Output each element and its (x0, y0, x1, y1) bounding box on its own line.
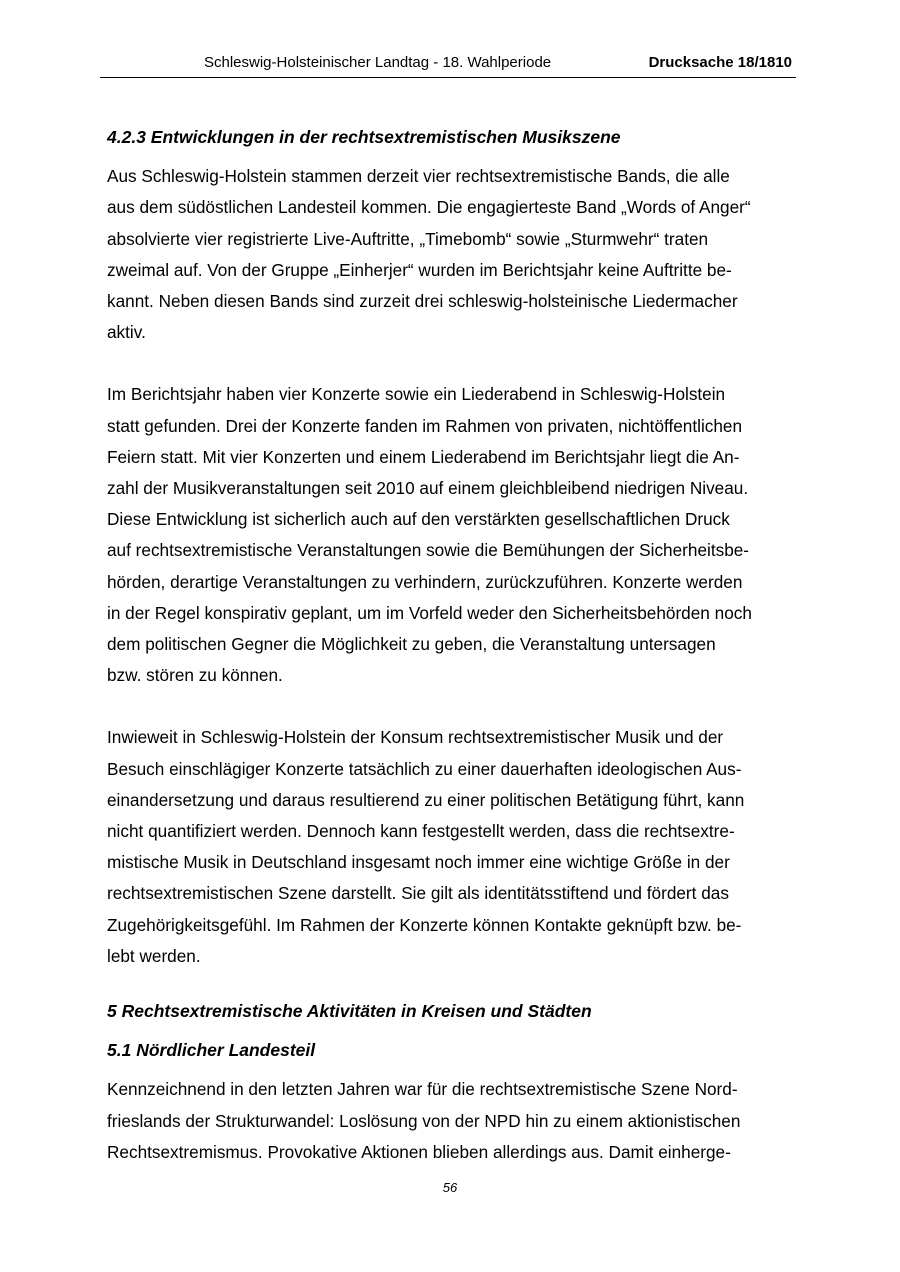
paragraph-2: Im Berichtsjahr haben vier Konzerte sowie ein Liederabend in Schleswig-Holstein statt gefunden. Drei der Konzerte fanden im Rahmen von privaten, nichtöffentlichen Feiern statt. Mit vier Konzerten und einem Liederabend im Berichtsjahr liegt die An- zahl der Musikveranstaltungen seit 2010 auf einem gleichbleibend niedrigen Niveau. Diese Entwicklung ist sicherlich auch auf den verstärkten gesellschaftlichen Druck auf rechtsextremistische Veranstaltungen sowie die Bemühungen der Sicherheitsbe- hörden, derartige Veranstaltungen zu verhindern, zurückzuführen. Konzerte werden in der Regel konspirativ geplant, um im Vorfeld weder den Sicherheitsbehörden noch dem politischen Gegner die Möglichkeit zu geben, die Veranstaltung untersagen bzw. stören zu können. (107, 384, 752, 686)
paragraph-gap (107, 691, 797, 722)
page-content (107, 122, 797, 1168)
section-heading-5: 5 Rechtsextremistische Aktivitäten in Kreisen und Städten (107, 1001, 592, 1022)
paragraph-1: Aus Schleswig-Holstein stammen derzeit vier rechtsextremistische Bands, die alle aus dem südöstlichen Landesteil kommen. Die engagierteste Band „Words of Anger“ absolvierte vier registrierte Live-Auftritte, „Timebomb“ sowie „Sturmwehr“ traten zweimal auf. Von der Gruppe „Einherjer“ wurden im Berichtsjahr keine Auftritte be- kannt. Neben diesen Bands sind zurzeit drei schleswig-holsteinische Liedermacher aktiv. (107, 166, 751, 343)
page-header (100, 50, 796, 78)
page-number: 56 (442, 1180, 458, 1195)
paragraph-gap (107, 348, 797, 379)
section-heading-4-2-3: 4.2.3 Entwicklungen in der rechtsextremistischen Musikszene (107, 127, 621, 147)
header-title: Schleswig-Holsteinischer Landtag - 18. Wahlperiode (204, 54, 552, 71)
paragraph-3: Inwieweit in Schleswig-Holstein der Konsum rechtsextremistischer Musik und der Besuch einschlägiger Konzerte tatsächlich zu einer dauerhaften ideologischen Aus- einandersetzung und daraus resultierend zu einer politischen Betätigung führt, kann nicht quantifiziert werden. Dennoch kann festgestellt werden, dass die rechtsextre- mistische Musik in Deutschland insgesamt noch immer eine wichtige Größe in der rechtsextremistischen Szene darstellt. Sie gilt als identitätsstiftend und fördert das Zugehörigkeitsgefühl. Im Rahmen der Konzerte können Kontakte geknüpft bzw. be- lebt werden. (107, 727, 745, 966)
document-number: Drucksache 18/1810 (648, 54, 792, 71)
paragraph-4: Kennzeichnend in den letzten Jahren war für die rechtsextremistische Szene Nord- frieslands der Strukturwandel: Loslösung von der NPD hin zu einem aktionistischen Rechtsextremismus. Provokative Aktionen blieben allerdings aus. Damit einherge- (107, 1079, 741, 1162)
section-heading-5-1: 5.1 Nördlicher Landesteil (107, 1040, 316, 1061)
